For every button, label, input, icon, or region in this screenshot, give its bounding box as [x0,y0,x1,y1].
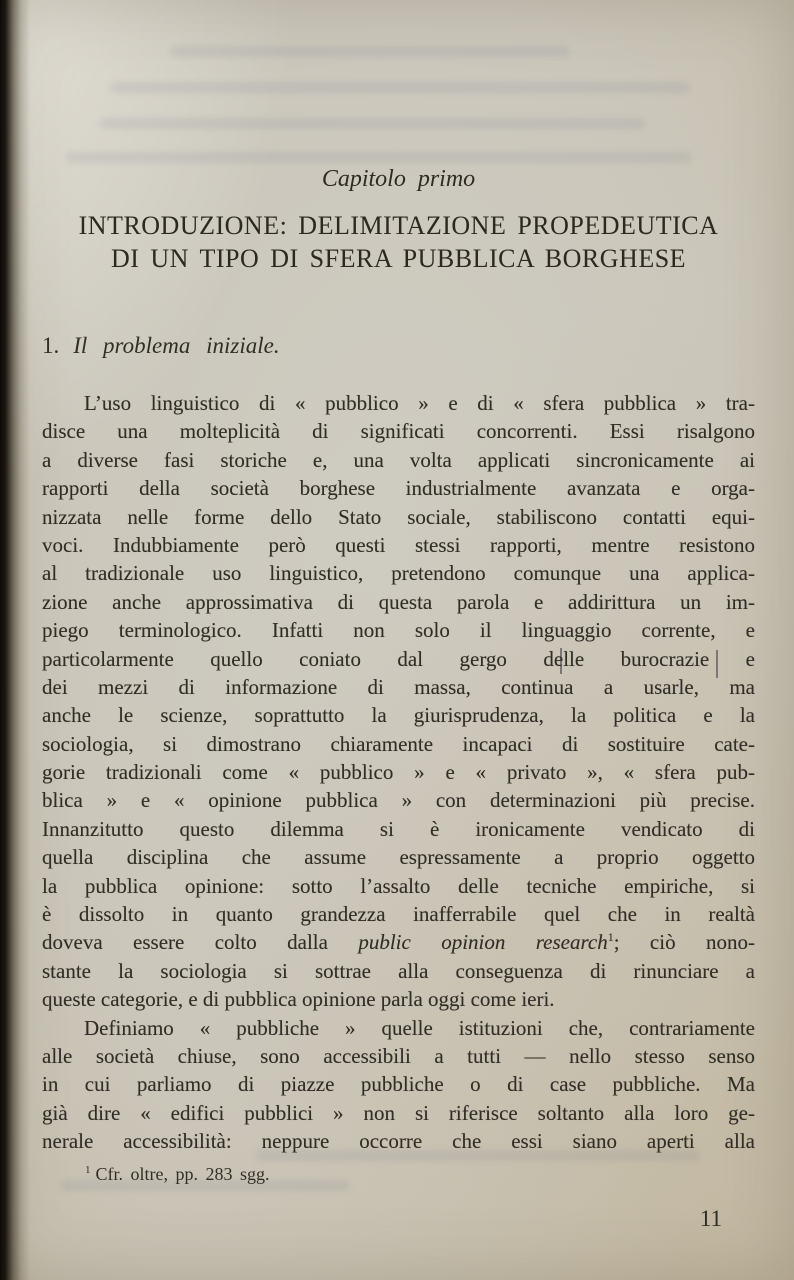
italic-phrase: public opinion research [358,930,608,955]
text-line: è dissolto in quanto grandezza inafferrabile quel che in realtà [42,902,755,927]
section-title: Il problema iniziale. [73,333,280,358]
text-line: stante la sociologia si sottrae alla conseguenza di rinunciare a [42,958,755,983]
text-line: zione anche approssimativa di questa parola e addirittura un im- [42,589,755,614]
chapter-title [42,209,755,275]
text-line: blica » e « opinione pubblica » con determinazioni più precise. [42,788,755,813]
text-line: dei mezzi di informazione di massa, continua a usarle, ma [42,674,755,699]
text-segment: ; ciò nono- [613,930,755,955]
text-line: nizzata nelle forme dello Stato sociale, stabiliscono contatti equi- [42,504,755,529]
text-line: particolarmente quello coniato dal gergo delle burocrazie e [42,646,755,671]
text-line: gorie tradizionali come « pubblico » e « privato », « sfera pub- [42,760,755,785]
text-line: Definiamo « pubbliche » quelle istituzioni che, contrariamente [84,1015,755,1040]
text-line: anche le scienze, soprattutto la giurisprudenza, la politica e la [42,703,755,728]
text-line: quella disciplina che assume espressamente a proprio oggetto [42,845,755,870]
text-line: al tradizionale uso linguistico, pretendono comunque una applica- [42,561,755,586]
text-line: nerale accessibilità: neppure occorre che essi siano aperti alla [42,1129,755,1154]
text-line: queste categorie, e di pubblica opinione parla oggi come ieri. [42,987,555,1012]
footnote-text: Cfr. oltre, pp. 283 sgg. [95,1163,270,1184]
text-line: alle società chiuse, sono accessibili a tutti — nello stesso senso [42,1043,755,1068]
chapter-label: Capitolo primo [321,166,476,192]
text-line: Innanzitutto questo dilemma si è ironicamente vendicato di [42,816,755,841]
chapter-title-line2: DI UN TIPO DI SFERA PUBBLICA BORGHESE [110,244,687,273]
text-line: sociologia, si dimostrano chiaramente incapaci di sostituire cate- [42,731,755,756]
footnote [42,1164,755,1185]
text-line: già dire « edifici pubblici » non si riferisce soltanto alla loro ge- [42,1100,755,1125]
page-number: 11 [699,1206,722,1231]
text-line: voci. Indubbiamente però questi stessi rapporti, mentre resistono [42,532,755,557]
text-line: la pubblica opinione: sotto l’assalto delle tecniche empiriche, si [42,873,755,898]
section-heading [42,333,755,359]
body-text [42,389,755,1156]
text-line: disce una molteplicità di significati concorrenti. Essi risalgono [42,419,755,444]
footnote-reference: 1 [607,930,614,945]
section-number: 1. [42,333,60,358]
text-line: piego terminologico. Infatti non solo il linguaggio corrente, e [42,618,755,643]
text-line: rapporti della società borghese industrialmente avanzata e orga- [42,476,755,501]
chapter-title-line1: INTRODUZIONE: DELIMITAZIONE PROPEDEUTICA [78,211,719,240]
text-line: in cui parliamo di piazze pubbliche o di case pubbliche. Ma [42,1072,755,1097]
footnote-number: 1 [85,1163,91,1176]
text-line: a diverse fasi storiche e, una volta applicati sincronicamente ai [42,447,755,472]
text-line-with-citation [42,928,755,956]
text-segment: doveva essere colto dalla [42,930,359,955]
text-line: L’uso linguistico di « pubblico » e di « sfera pubblica » tra- [84,391,755,415]
